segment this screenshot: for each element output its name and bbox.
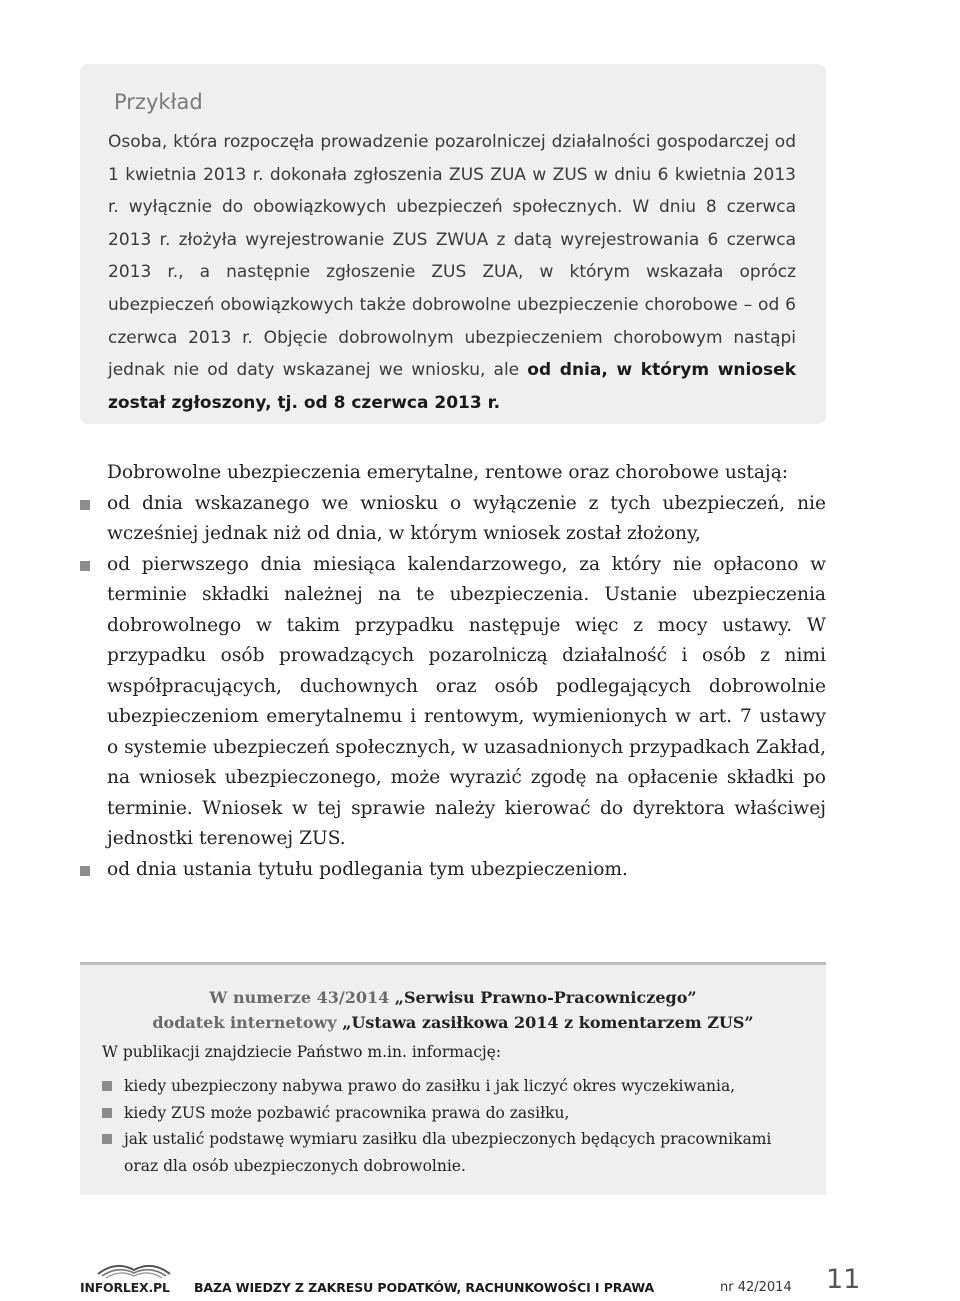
info-heading-line2-title: „Ustawa zasiłkowa 2014 z komentarzem ZUS” [342, 1013, 754, 1032]
list-item [102, 1100, 802, 1127]
info-heading-line1-prefix: W numerze 43/2014 [209, 988, 395, 1007]
footer [80, 1258, 861, 1298]
info-lead: W publikacji znajdziecie Państwo m.in. informację: [102, 1043, 502, 1061]
inforlex-logo[interactable] [80, 1258, 188, 1298]
info-list [102, 1073, 802, 1179]
info-heading-line2-prefix: dodatek internetowy [152, 1013, 343, 1032]
list-item [102, 1073, 802, 1100]
list-item [80, 855, 826, 886]
book-logo-icon [94, 1258, 174, 1280]
footer-caption: BAZA WIEDZY Z ZAKRESU PODATKÓW, RACHUNKOWOŚCI I PRAWA [194, 1280, 655, 1295]
list-item [102, 1126, 802, 1179]
main-intro: Dobrowolne ubezpieczenia emerytalne, rentowe oraz chorobowe ustają: [107, 462, 789, 483]
list-item [80, 550, 826, 855]
list-item-text: jak ustalić podstawę wymiaru zasiłku dla ubezpieczonych będących pracownikami oraz dla osób ubezpieczonych dobrowolnie. [124, 1130, 772, 1175]
list-item-text: od pierwszego dnia miesiąca kalendarzowego, za który nie opłacono w terminie składki należnej na te ubezpieczenia. Ustanie ubezpieczenia dobrowolnego w takim przypadku następuje więc z mocy ustawy. W przypadku osób prowadzących pozarolniczą działalność i osób z nimi współpracujących, duchownych oraz osób podlegających dobrowolnie ubezpieczeniom emerytalnemu i rentowym, wymienionych w art. 7 ustawy o systemie ubezpieczeń społecznych, w uzasadnionych przypadkach Zakład, na wniosek ubezpieczonego, może wyrazić zgodę na opłacenie składki po terminie. Wniosek w tej sprawie należy kierować do dyrektora właściwej jednostki terenowej ZUS. [107, 553, 826, 849]
square-bullet-icon [102, 1134, 112, 1144]
list-item-text: od dnia wskazanego we wniosku o wyłączenie z tych ubezpieczeń, nie wcześniej jednak niż od dnia, w którym wniosek został złożony, [107, 492, 826, 544]
list-item-text: od dnia ustania tytułu podlegania tym ubezpieczeniom. [107, 858, 628, 880]
square-bullet-icon [80, 500, 90, 510]
info-heading [80, 985, 826, 1035]
list-item-text: kiedy ZUS może pozbawić pracownika prawa do zasiłku, [124, 1103, 570, 1122]
example-body-bold: od dnia, w którym wniosek został zgłoszony, tj. od 8 czerwca 2013 r. [108, 360, 796, 413]
list-item-text: kiedy ubezpieczony nabywa prawo do zasiłku i jak liczyć okres wyczekiwania, [124, 1077, 736, 1095]
example-body-text: Osoba, która rozpoczęła prowadzenie pozarolniczej działalności gospodarczej od 1 kwietnia 2013 r. dokonała zgłoszenia ZUS ZUA w ZUS w dniu 6 kwietnia 2013 r. wyłącznie do obowiązkowych ubezpieczeń społecznych. W dniu 8 czerwca 2013 r. złożyła wyrejestrowanie ZUS ZWUA z datą wyrejestrowania 6 czerwca 2013 r., a następnie zgłoszenie ZUS ZUA, w którym wskazała oprócz ubezpieczeń obowiązkowych także dobrowolne ubezpieczenie chorobowe – od 6 czerwca 2013 r. Objęcie dobrowolnym ubezpieczeniem chorobowym nastąpi jednak nie od daty wskazanej we wniosku, ale [108, 132, 796, 381]
square-bullet-icon [80, 561, 90, 571]
logo-text: INFORLEX.PL [80, 1280, 170, 1295]
page-number: 11 [826, 1264, 861, 1295]
example-title: Przykład [114, 90, 203, 114]
square-bullet-icon [80, 866, 90, 876]
example-body [108, 126, 796, 419]
main-text [80, 458, 826, 885]
issue-number: nr 42/2014 [720, 1280, 792, 1295]
info-box [80, 965, 826, 1195]
info-heading-line1 [80, 985, 826, 1010]
info-heading-line2 [80, 1010, 826, 1035]
example-box [80, 64, 826, 424]
square-bullet-icon [102, 1108, 112, 1118]
info-heading-line1-title: „Serwisu Prawno-Pracowniczego” [394, 988, 697, 1007]
main-list [80, 489, 826, 886]
square-bullet-icon [102, 1081, 112, 1091]
list-item [80, 489, 826, 550]
